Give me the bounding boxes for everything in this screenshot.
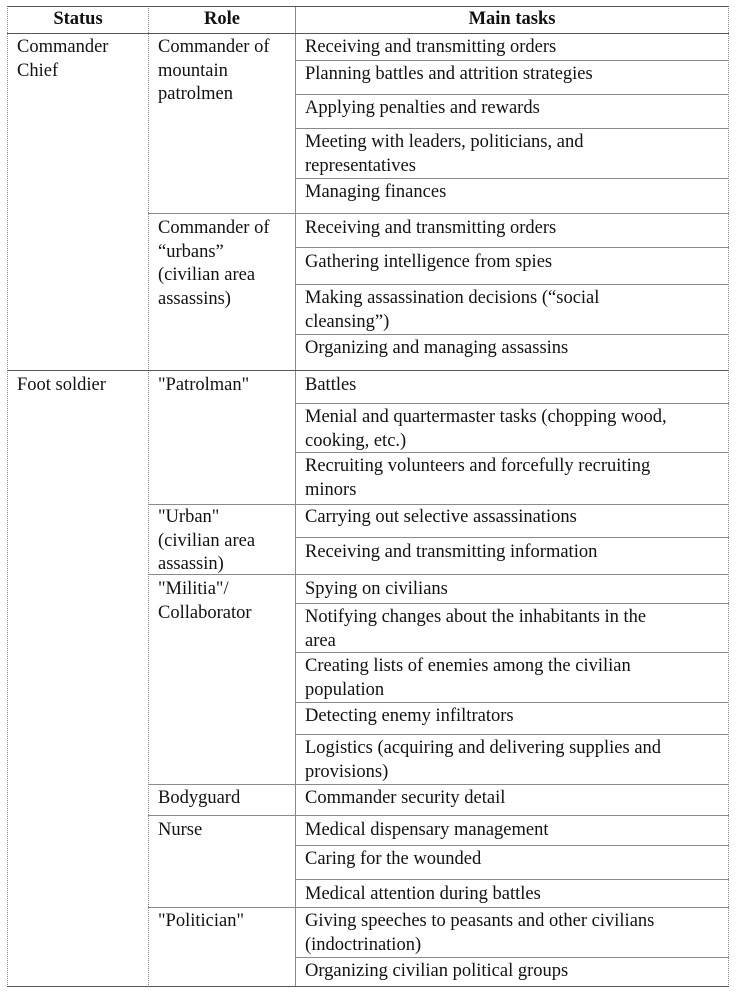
task-cell: Giving speeches to peasants and other civilians (indoctrination) [305,911,655,955]
task-cell: Receiving and transmitting orders [305,37,557,57]
task-cell: Battles [305,375,357,395]
role-divider [148,815,729,816]
role-divider [148,784,729,785]
task-cell: Spying on civilians [305,579,448,599]
header-main-tasks: Main tasks [468,9,556,29]
role-divider [148,907,729,908]
role-cell: Commander of mountain patrolmen [158,37,270,104]
group-divider [7,370,729,371]
task-cell: Meeting with leaders, politicians, and representatives [305,132,584,176]
table-border-right [728,6,729,987]
task-cell: Caring for the wounded [305,849,482,869]
task-cell: Commander security detail [305,788,506,808]
status-cell: Foot soldier [17,375,106,395]
task-cell: Medical dispensary management [305,820,549,840]
role-cell: "Politician" [158,911,245,931]
task-divider [295,734,729,735]
header-role: Role [204,9,240,29]
role-divider [148,504,729,505]
task-cell: Applying penalties and rewards [305,98,540,118]
task-cell: Logistics (acquiring and delivering supplies and provisions) [305,738,662,782]
task-divider [295,178,729,179]
task-divider [295,284,729,285]
role-cell: "Urban" (civilian area assassin) [158,507,256,574]
task-divider [295,403,729,404]
table-border-top [7,6,729,7]
task-divider [295,879,729,880]
task-divider [295,247,729,248]
task-divider [295,537,729,538]
task-divider [295,128,729,129]
column-divider-status-role [148,6,149,987]
role-cell: Commander of “urbans” (civilian area assassins) [158,218,270,309]
header-status: Status [53,9,103,29]
task-cell: Organizing civilian political groups [305,961,569,981]
task-divider [295,94,729,95]
role-cell: "Militia"/ Collaborator [158,579,252,623]
table-border-left [7,6,8,987]
task-divider [295,702,729,703]
task-cell: Notifying changes about the inhabitants in the area [305,607,647,651]
task-divider [295,957,729,958]
role-cell: Nurse [158,820,203,840]
task-divider [295,334,729,335]
table-border-bottom [7,986,729,987]
status-cell: Commander Chief [17,37,109,81]
task-cell: Receiving and transmitting orders [305,218,557,238]
column-divider-role-tasks [295,6,296,987]
task-cell: Medical attention during battles [305,884,541,904]
header-divider [7,33,729,34]
task-cell: Detecting enemy infiltrators [305,706,514,726]
task-cell: Planning battles and attrition strategies [305,64,593,84]
task-divider [295,60,729,61]
task-cell: Managing finances [305,182,447,202]
role-cell: Bodyguard [158,788,241,808]
role-cell: "Patrolman" [158,375,250,395]
task-cell: Receiving and transmitting information [305,542,598,562]
task-cell: Gathering intelligence from spies [305,252,553,272]
task-cell: Menial and quartermaster tasks (chopping wood, cooking, etc.) [305,407,667,451]
task-cell: Making assassination decisions (“social cleansing”) [305,288,600,332]
task-cell: Recruiting volunteers and forcefully recruiting minors [305,456,651,500]
task-cell: Organizing and managing assassins [305,338,569,358]
task-divider [295,603,729,604]
task-cell: Creating lists of enemies among the civilian population [305,656,631,700]
task-divider [295,845,729,846]
role-divider [148,213,729,214]
task-cell: Carrying out selective assassinations [305,507,577,527]
